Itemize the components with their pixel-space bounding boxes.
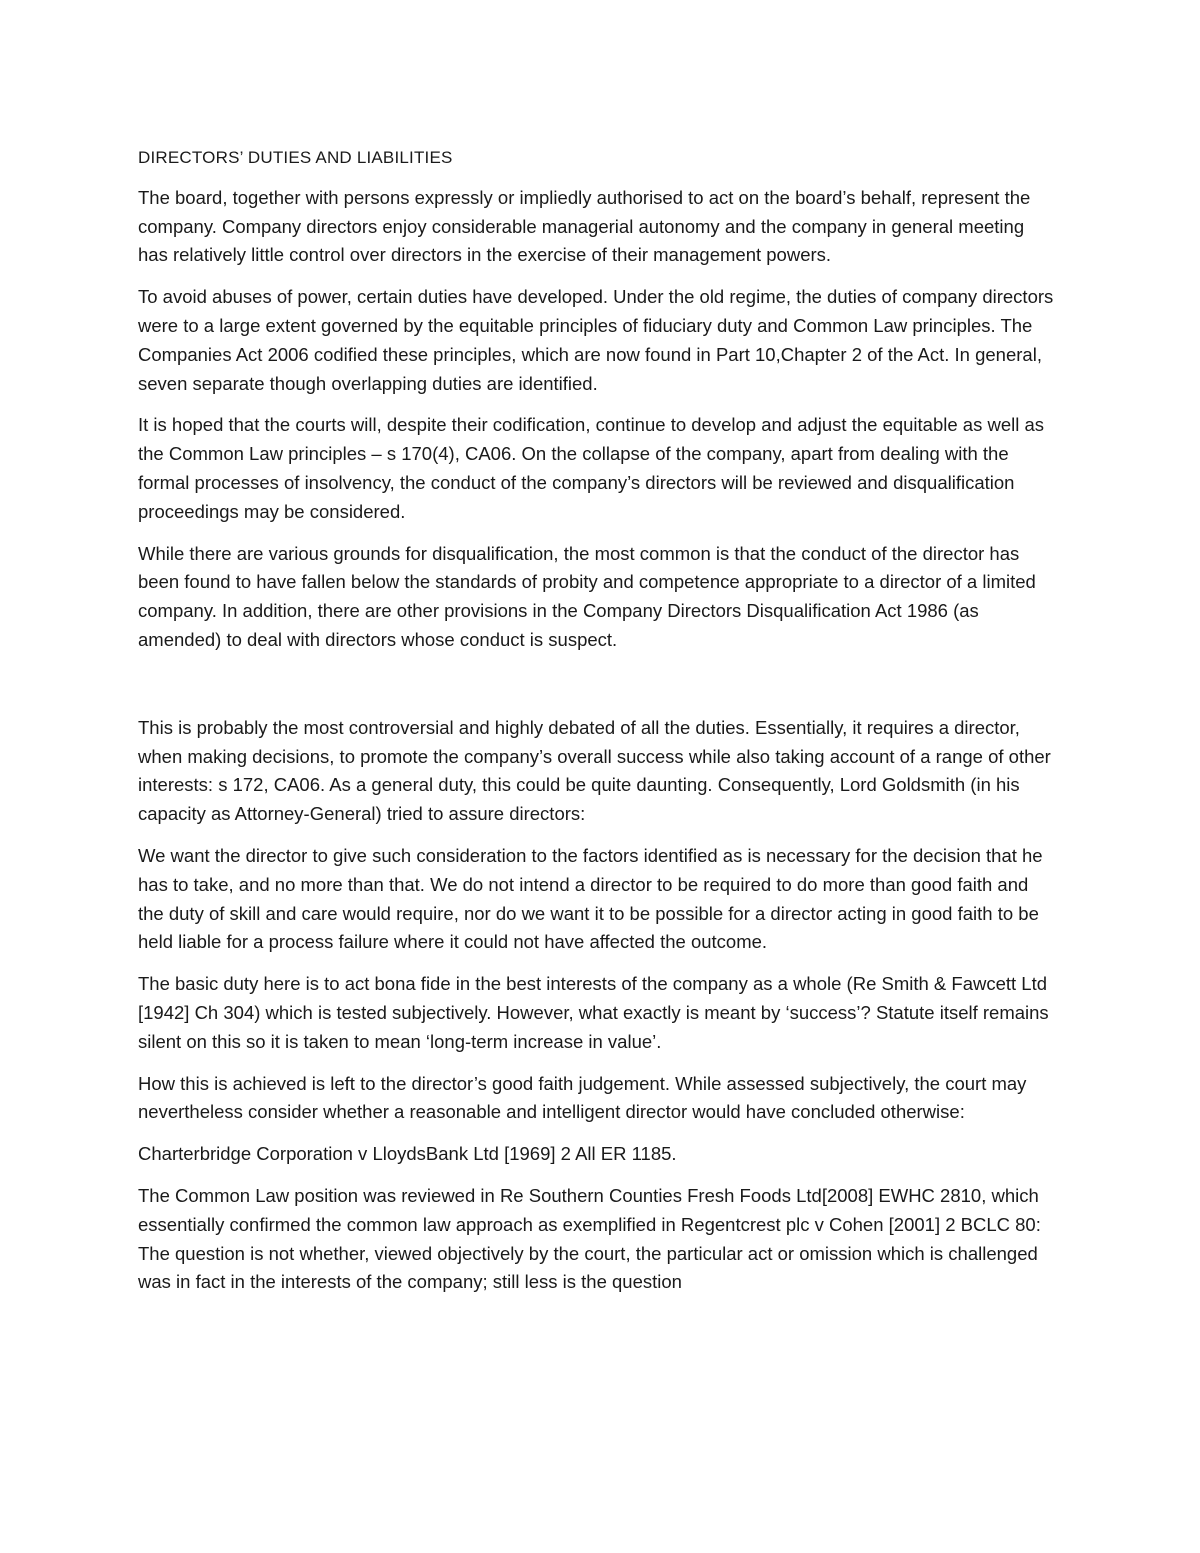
paragraph-common-law-review: The Common Law position was reviewed in Re Southern Counties Fresh Foods Ltd[2008] EWHC 2810, which essentially confirmed the common law approach as exemplified in Regentcrest plc v Cohen [2001] 2 BCLC 80: The question is not whether, viewed objectively by the court, the particular act or omission which is challenged was in fact in the interests of the company; still less is the question (138, 1184, 1041, 1293)
paragraph-codification: It is hoped that the courts will, despite their codification, continue to develop and adjust the equitable as well as the Common Law principles – s 170(4), CA06. On the collapse of the company, apart from dealing with the formal processes of insolvency, the conduct of the company’s directors will be reviewed and disqualification proceedings may be considered. (138, 414, 1045, 522)
document-title: DIRECTORS’ DUTIES AND LIABILITIES (138, 148, 453, 167)
paragraph-goldsmith-quote: We want the director to give such consideration to the factors identified as is necessary for the decision that he has to take, and no more than that. We do not intend a director to be required to do more than good faith and the duty of skill and care would require, nor do we want it to be possible for a director acting in good faith to be held liable for a process failure where it could not have affected the outcome. (138, 844, 1043, 953)
document-body (138, 144, 1056, 1310)
section-gap (138, 668, 1056, 714)
paragraph-abuses-of-power: To avoid abuses of power, certain duties have developed. Under the old regime, the duties of company directors were to a large extent governed by the equitable principles of fiduciary duty and Common Law principles. The Companies Act 2006 codified these principles, which are now found in Part 10,Chapter 2 of the Act. In general, seven separate though overlapping duties are identified. (138, 286, 1054, 394)
paragraph-board-representation: The board, together with persons expressly or impliedly authorised to act on the board’s behalf, represent the company. Company directors enjoy considerable managerial autonomy and the company in general meeting has relatively little control over directors in the exercise of their management powers. (138, 186, 1031, 266)
paragraph-disqualification: While there are various grounds for disqualification, the most common is that the conduct of the director has been found to have fallen below the standards of probity and competence appropriate to a director of a limited company. In addition, there are other provisions in the Company Directors Disqualification Act 1986 (as amended) to deal with directors whose conduct is suspect. (138, 542, 1036, 650)
paragraph-promote-success: This is probably the most controversial and highly debated of all the duties. Essentially, it requires a director, when making decisions, to promote the company’s overall success while also taking account of a range of other interests: s 172, CA06. As a general duty, this could be quite daunting. Consequently, Lord Goldsmith (in his capacity as Attorney-General) tried to assure directors: (138, 716, 1051, 825)
paragraph-charterbridge-citation: Charterbridge Corporation v LloydsBank Ltd [1969] 2 All ER 1185. (138, 1143, 677, 1165)
paragraph-bona-fide: The basic duty here is to act bona fide in the best interests of the company as a whole (Re Smith & Fawcett Ltd [1942] Ch 304) which is tested subjectively. However, what exactly is meant by ‘success’? Statute itself remains silent on this so it is taken to mean ‘long-term increase in value’. (138, 973, 1049, 1052)
paragraph-good-faith-judgement: How this is achieved is left to the director’s good faith judgement. While assessed subjectively, the court may nevertheless consider whether a reasonable and intelligent director would have concluded otherwise: (138, 1072, 1027, 1123)
